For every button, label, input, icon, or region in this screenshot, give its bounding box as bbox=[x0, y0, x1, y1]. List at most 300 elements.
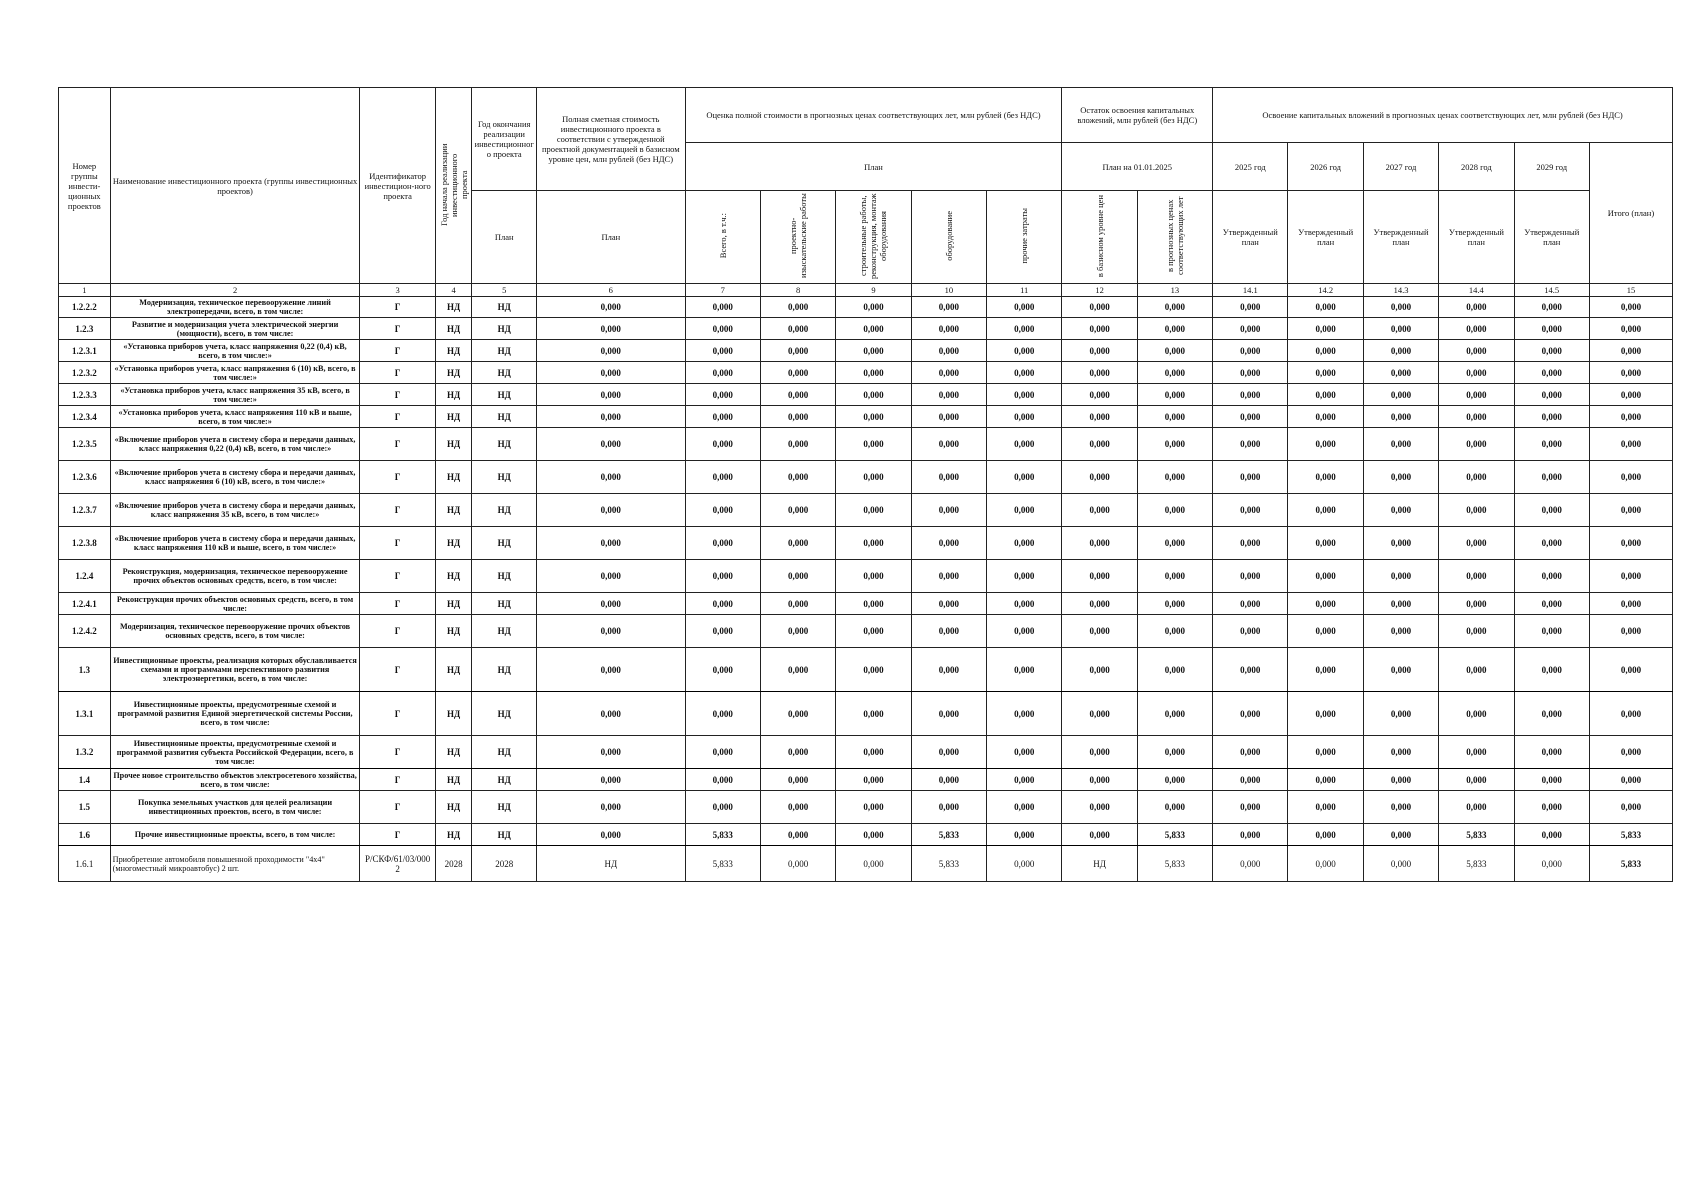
row-end-year: НД bbox=[472, 615, 537, 648]
row-value-cell: 0,000 bbox=[1213, 846, 1288, 882]
row-value-cell: 0,000 bbox=[537, 318, 686, 340]
header-approved-plan-2029: Утвержденный план bbox=[1514, 191, 1589, 284]
row-value-cell: 0,000 bbox=[1514, 648, 1589, 692]
header-approved-plan-2025: Утвержденный план bbox=[1213, 191, 1288, 284]
row-value-cell: 0,000 bbox=[1363, 340, 1438, 362]
row-value-cell: 0,000 bbox=[760, 406, 835, 428]
row-value-cell: 0,000 bbox=[1363, 846, 1438, 882]
row-value-cell: 0,000 bbox=[1213, 692, 1288, 736]
row-value-cell: 0,000 bbox=[911, 593, 986, 615]
table-row bbox=[59, 791, 1673, 824]
row-project-id: Г bbox=[360, 769, 435, 791]
column-number: 1 bbox=[59, 284, 111, 297]
row-value-cell: 0,000 bbox=[1439, 297, 1514, 318]
row-value-cell: 0,000 bbox=[1514, 384, 1589, 406]
row-project-id: Г bbox=[360, 362, 435, 384]
row-value-cell: 0,000 bbox=[987, 615, 1062, 648]
row-value-cell: 0,000 bbox=[685, 769, 760, 791]
row-value-cell: 0,000 bbox=[1589, 791, 1672, 824]
row-value-cell: 0,000 bbox=[685, 340, 760, 362]
row-value-cell: 0,000 bbox=[911, 406, 986, 428]
row-value-cell: НД bbox=[1062, 846, 1137, 882]
row-value-cell: 0,000 bbox=[1514, 692, 1589, 736]
table-row bbox=[59, 824, 1673, 846]
row-value-cell: 0,000 bbox=[1589, 362, 1672, 384]
row-value-cell: 5,833 bbox=[685, 846, 760, 882]
row-value-cell: 0,000 bbox=[1514, 527, 1589, 560]
header-project-name: Наименование инвестиционного проекта (группы инвестиционных проектов) bbox=[110, 88, 360, 284]
row-value-cell: 0,000 bbox=[1514, 318, 1589, 340]
row-project-id: Р/СКФ/61/03/000 2 bbox=[360, 846, 435, 882]
row-value-cell: 0,000 bbox=[1062, 593, 1137, 615]
row-project-name: Приобретение автомобиля повышенной проходимости "4х4" (многоместный микроавтобус) 2 шт. bbox=[110, 846, 360, 882]
row-value-cell: 0,000 bbox=[987, 494, 1062, 527]
row-value-cell: 0,000 bbox=[1439, 362, 1514, 384]
row-value-cell: 5,833 bbox=[1589, 846, 1672, 882]
row-value-cell: 0,000 bbox=[987, 736, 1062, 769]
row-value-cell: 0,000 bbox=[1363, 362, 1438, 384]
row-value-cell: 0,000 bbox=[1363, 297, 1438, 318]
row-value-cell: 0,000 bbox=[836, 461, 911, 494]
header-equipment: оборудование bbox=[911, 191, 986, 284]
row-value-cell: 0,000 bbox=[1439, 494, 1514, 527]
table-row bbox=[59, 692, 1673, 736]
row-value-cell: 0,000 bbox=[1288, 340, 1363, 362]
row-value-cell: 0,000 bbox=[760, 527, 835, 560]
row-value-cell: 0,000 bbox=[1062, 406, 1137, 428]
row-project-id: Г bbox=[360, 736, 435, 769]
row-number: 1.3.2 bbox=[59, 736, 111, 769]
row-value-cell: 0,000 bbox=[1213, 769, 1288, 791]
row-end-year: НД bbox=[472, 461, 537, 494]
row-value-cell: 0,000 bbox=[1062, 824, 1137, 846]
row-value-cell: 0,000 bbox=[1062, 428, 1137, 461]
row-project-name: «Установка приборов учета, класс напряжения 35 кВ, всего, в том числе:» bbox=[110, 384, 360, 406]
row-start-year: НД bbox=[435, 340, 472, 362]
row-value-cell: 0,000 bbox=[685, 406, 760, 428]
row-value-cell: 0,000 bbox=[537, 560, 686, 593]
row-value-cell: 0,000 bbox=[836, 791, 911, 824]
row-value-cell: 0,000 bbox=[1363, 593, 1438, 615]
row-value-cell: 0,000 bbox=[1363, 769, 1438, 791]
row-value-cell: 0,000 bbox=[987, 769, 1062, 791]
row-start-year: 2028 bbox=[435, 846, 472, 882]
row-value-cell: 0,000 bbox=[537, 340, 686, 362]
row-value-cell: 0,000 bbox=[987, 824, 1062, 846]
row-value-cell: 0,000 bbox=[911, 769, 986, 791]
row-start-year: НД bbox=[435, 297, 472, 318]
row-value-cell: 0,000 bbox=[836, 824, 911, 846]
header-forecast-prices: в прогнозных ценах соответствующих лет bbox=[1137, 191, 1212, 284]
row-value-cell: 0,000 bbox=[836, 560, 911, 593]
row-value-cell: 0,000 bbox=[1062, 736, 1137, 769]
row-value-cell: 0,000 bbox=[537, 461, 686, 494]
header-year-2027: 2027 год bbox=[1363, 143, 1438, 191]
row-project-id: Г bbox=[360, 461, 435, 494]
row-value-cell: 0,000 bbox=[1288, 297, 1363, 318]
row-value-cell: 0,000 bbox=[537, 769, 686, 791]
row-value-cell: 0,000 bbox=[760, 846, 835, 882]
row-value-cell: 0,000 bbox=[1213, 318, 1288, 340]
row-project-id: Г bbox=[360, 648, 435, 692]
row-start-year: НД bbox=[435, 527, 472, 560]
row-project-name: «Включение приборов учета в систему сбора и передачи данных, класс напряжения 110 кВ и выше, всего, в том числе:» bbox=[110, 527, 360, 560]
row-value-cell: 0,000 bbox=[1439, 593, 1514, 615]
row-value-cell: 0,000 bbox=[685, 494, 760, 527]
row-project-name: Инвестиционные проекты, предусмотренные схемой и программой развития Единой энергетической системы России, всего, в том числе: bbox=[110, 692, 360, 736]
row-number: 1.2.3.1 bbox=[59, 340, 111, 362]
table-row bbox=[59, 461, 1673, 494]
row-value-cell: 0,000 bbox=[1363, 692, 1438, 736]
row-value-cell: 0,000 bbox=[836, 384, 911, 406]
row-value-cell: 0,000 bbox=[1062, 362, 1137, 384]
row-value-cell: 0,000 bbox=[1589, 692, 1672, 736]
row-value-cell: 0,000 bbox=[537, 384, 686, 406]
row-end-year: 2028 bbox=[472, 846, 537, 882]
row-value-cell: 0,000 bbox=[1288, 384, 1363, 406]
row-value-cell: 0,000 bbox=[760, 736, 835, 769]
row-value-cell: 5,833 bbox=[911, 846, 986, 882]
row-project-id: Г bbox=[360, 494, 435, 527]
header-total-incl: Всего, в т.ч.: bbox=[685, 191, 760, 284]
row-start-year: НД bbox=[435, 461, 472, 494]
row-value-cell: 0,000 bbox=[1213, 736, 1288, 769]
row-value-cell: 0,000 bbox=[911, 494, 986, 527]
row-value-cell: 0,000 bbox=[1439, 615, 1514, 648]
column-number: 2 bbox=[110, 284, 360, 297]
row-value-cell: 0,000 bbox=[1062, 318, 1137, 340]
row-value-cell: 0,000 bbox=[1137, 648, 1212, 692]
row-value-cell: 0,000 bbox=[1288, 527, 1363, 560]
row-number: 1.2.4.1 bbox=[59, 593, 111, 615]
header-approved-plan-2026: Утвержденный план bbox=[1288, 191, 1363, 284]
row-value-cell: 0,000 bbox=[760, 560, 835, 593]
row-start-year: НД bbox=[435, 494, 472, 527]
row-value-cell: 0,000 bbox=[537, 824, 686, 846]
header-other-costs: прочие затраты bbox=[987, 191, 1062, 284]
row-value-cell: 0,000 bbox=[1439, 384, 1514, 406]
row-project-name: Инвестиционные проекты, предусмотренные схемой и программой развития субъекта Российской Федерации, всего, в том числе: bbox=[110, 736, 360, 769]
row-value-cell: 0,000 bbox=[836, 615, 911, 648]
row-value-cell: 5,833 bbox=[1439, 846, 1514, 882]
row-value-cell: 0,000 bbox=[685, 560, 760, 593]
table-row bbox=[59, 846, 1673, 882]
row-value-cell: 0,000 bbox=[836, 406, 911, 428]
header-total-plan: Итого (план) bbox=[1589, 143, 1672, 284]
column-number: 14.5 bbox=[1514, 284, 1589, 297]
row-project-name: Покупка земельных участков для целей реализации инвестиционных проектов, всего, в том числе: bbox=[110, 791, 360, 824]
table-row bbox=[59, 428, 1673, 461]
row-value-cell: 0,000 bbox=[1288, 461, 1363, 494]
row-value-cell: 0,000 bbox=[1137, 560, 1212, 593]
row-value-cell: 0,000 bbox=[1514, 461, 1589, 494]
row-value-cell: 0,000 bbox=[987, 593, 1062, 615]
row-end-year: НД bbox=[472, 736, 537, 769]
row-project-name: Реконструкция прочих объектов основных средств, всего, в том числе: bbox=[110, 593, 360, 615]
row-end-year: НД bbox=[472, 318, 537, 340]
header-end-plan: План bbox=[472, 191, 537, 284]
row-value-cell: 0,000 bbox=[836, 692, 911, 736]
row-value-cell: 0,000 bbox=[987, 846, 1062, 882]
row-value-cell: 0,000 bbox=[911, 297, 986, 318]
row-value-cell: 0,000 bbox=[1062, 648, 1137, 692]
row-value-cell: 0,000 bbox=[1062, 527, 1137, 560]
row-start-year: НД bbox=[435, 560, 472, 593]
row-value-cell: 0,000 bbox=[987, 406, 1062, 428]
row-start-year: НД bbox=[435, 648, 472, 692]
row-value-cell: 0,000 bbox=[1062, 384, 1137, 406]
row-value-cell: 0,000 bbox=[1137, 362, 1212, 384]
header-approved-plan-2028: Утвержденный план bbox=[1439, 191, 1514, 284]
row-value-cell: 0,000 bbox=[685, 384, 760, 406]
row-value-cell: 0,000 bbox=[760, 593, 835, 615]
row-number: 1.2.3.8 bbox=[59, 527, 111, 560]
header-approved-plan-2027: Утвержденный план bbox=[1363, 191, 1438, 284]
row-project-name: «Установка приборов учета, класс напряжения 110 кВ и выше, всего, в том числе:» bbox=[110, 406, 360, 428]
row-project-id: Г bbox=[360, 297, 435, 318]
row-value-cell: 0,000 bbox=[1213, 340, 1288, 362]
header-project-id: Идентификатор инвестицион-ного проекта bbox=[360, 88, 435, 284]
row-value-cell: 5,833 bbox=[1589, 824, 1672, 846]
row-value-cell: 0,000 bbox=[1589, 461, 1672, 494]
column-number: 14.2 bbox=[1288, 284, 1363, 297]
row-value-cell: 0,000 bbox=[1213, 406, 1288, 428]
row-value-cell: 0,000 bbox=[760, 297, 835, 318]
row-value-cell: 0,000 bbox=[1137, 527, 1212, 560]
row-value-cell: 0,000 bbox=[1363, 406, 1438, 428]
row-value-cell: 0,000 bbox=[1288, 615, 1363, 648]
row-value-cell: 0,000 bbox=[1439, 560, 1514, 593]
row-end-year: НД bbox=[472, 692, 537, 736]
row-value-cell: 0,000 bbox=[1363, 791, 1438, 824]
row-value-cell: 5,833 bbox=[911, 824, 986, 846]
row-end-year: НД bbox=[472, 791, 537, 824]
row-value-cell: 0,000 bbox=[911, 736, 986, 769]
row-value-cell: 0,000 bbox=[760, 318, 835, 340]
row-value-cell: 0,000 bbox=[760, 615, 835, 648]
investment-table bbox=[58, 87, 1673, 882]
header-design-works: проектно-изыскательские работы bbox=[760, 191, 835, 284]
row-value-cell: 0,000 bbox=[1514, 791, 1589, 824]
row-value-cell: 0,000 bbox=[1137, 692, 1212, 736]
row-value-cell: 0,000 bbox=[1288, 318, 1363, 340]
row-value-cell: 0,000 bbox=[1213, 461, 1288, 494]
header-year-2028: 2028 год bbox=[1439, 143, 1514, 191]
row-value-cell: 0,000 bbox=[1288, 692, 1363, 736]
row-value-cell: 0,000 bbox=[1589, 428, 1672, 461]
row-project-id: Г bbox=[360, 340, 435, 362]
row-value-cell: 0,000 bbox=[760, 362, 835, 384]
row-start-year: НД bbox=[435, 791, 472, 824]
row-value-cell: 0,000 bbox=[987, 318, 1062, 340]
row-value-cell: 0,000 bbox=[1514, 362, 1589, 384]
row-value-cell: 0,000 bbox=[836, 846, 911, 882]
row-value-cell: 0,000 bbox=[836, 769, 911, 791]
table-row bbox=[59, 769, 1673, 791]
row-value-cell: 0,000 bbox=[911, 384, 986, 406]
row-value-cell: 0,000 bbox=[1062, 692, 1137, 736]
row-value-cell: 0,000 bbox=[1137, 494, 1212, 527]
row-value-cell: 0,000 bbox=[987, 428, 1062, 461]
table-row bbox=[59, 340, 1673, 362]
row-value-cell: 0,000 bbox=[1363, 736, 1438, 769]
row-end-year: НД bbox=[472, 406, 537, 428]
row-project-name: Развитие и модернизация учета электрической энергии (мощности), всего, в том числе: bbox=[110, 318, 360, 340]
row-value-cell: 0,000 bbox=[836, 527, 911, 560]
column-number: 14.4 bbox=[1439, 284, 1514, 297]
row-value-cell: 0,000 bbox=[987, 692, 1062, 736]
row-value-cell: 0,000 bbox=[537, 428, 686, 461]
table-row bbox=[59, 406, 1673, 428]
row-value-cell: 0,000 bbox=[1514, 340, 1589, 362]
row-value-cell: 0,000 bbox=[911, 340, 986, 362]
row-start-year: НД bbox=[435, 824, 472, 846]
row-number: 1.2.2.2 bbox=[59, 297, 111, 318]
row-value-cell: 0,000 bbox=[760, 769, 835, 791]
row-value-cell: 0,000 bbox=[1213, 362, 1288, 384]
row-value-cell: 0,000 bbox=[987, 461, 1062, 494]
column-number: 15 bbox=[1589, 284, 1672, 297]
row-value-cell: 0,000 bbox=[1363, 494, 1438, 527]
row-end-year: НД bbox=[472, 362, 537, 384]
row-value-cell: 0,000 bbox=[1137, 461, 1212, 494]
column-number: 6 bbox=[537, 284, 686, 297]
row-value-cell: 0,000 bbox=[1589, 406, 1672, 428]
row-value-cell: 0,000 bbox=[1137, 384, 1212, 406]
row-value-cell: 0,000 bbox=[1062, 769, 1137, 791]
row-value-cell: 0,000 bbox=[1288, 791, 1363, 824]
row-project-id: Г bbox=[360, 593, 435, 615]
row-value-cell: 0,000 bbox=[911, 560, 986, 593]
row-start-year: НД bbox=[435, 736, 472, 769]
row-value-cell: 0,000 bbox=[760, 428, 835, 461]
row-value-cell: 0,000 bbox=[987, 527, 1062, 560]
row-value-cell: 0,000 bbox=[1213, 560, 1288, 593]
row-value-cell: 0,000 bbox=[1137, 318, 1212, 340]
row-value-cell: 0,000 bbox=[537, 297, 686, 318]
row-value-cell: 0,000 bbox=[1062, 340, 1137, 362]
row-value-cell: 0,000 bbox=[1288, 648, 1363, 692]
row-value-cell: 0,000 bbox=[760, 494, 835, 527]
row-value-cell: 0,000 bbox=[1137, 615, 1212, 648]
header-construction-works: строительные работы, реконструкция, монтаж оборудования bbox=[836, 191, 911, 284]
column-number: 12 bbox=[1062, 284, 1137, 297]
row-number: 1.5 bbox=[59, 791, 111, 824]
row-value-cell: 0,000 bbox=[836, 648, 911, 692]
row-value-cell: 0,000 bbox=[537, 362, 686, 384]
row-value-cell: 0,000 bbox=[1213, 824, 1288, 846]
row-value-cell: 0,000 bbox=[537, 648, 686, 692]
row-value-cell: 0,000 bbox=[1589, 527, 1672, 560]
row-value-cell: 0,000 bbox=[1062, 297, 1137, 318]
row-value-cell: 0,000 bbox=[1439, 769, 1514, 791]
row-end-year: НД bbox=[472, 494, 537, 527]
row-value-cell: 0,000 bbox=[1439, 791, 1514, 824]
row-end-year: НД bbox=[472, 648, 537, 692]
header-year-2026: 2026 год bbox=[1288, 143, 1363, 191]
row-value-cell: 0,000 bbox=[1439, 428, 1514, 461]
row-project-id: Г bbox=[360, 791, 435, 824]
row-value-cell: 0,000 bbox=[1514, 428, 1589, 461]
row-value-cell: 0,000 bbox=[987, 297, 1062, 318]
table-row bbox=[59, 494, 1673, 527]
row-project-name: Модернизация, техническое перевооружение прочих объектов основных средств, всего, в том числе: bbox=[110, 615, 360, 648]
row-number: 1.3.1 bbox=[59, 692, 111, 736]
row-start-year: НД bbox=[435, 428, 472, 461]
row-value-cell: 0,000 bbox=[987, 384, 1062, 406]
row-value-cell: 0,000 bbox=[1213, 494, 1288, 527]
header-start-year: Год начала реализации инвестиционного проекта bbox=[435, 88, 472, 284]
row-value-cell: 0,000 bbox=[1213, 593, 1288, 615]
row-value-cell: 0,000 bbox=[537, 527, 686, 560]
column-number: 4 bbox=[435, 284, 472, 297]
row-value-cell: 0,000 bbox=[987, 648, 1062, 692]
row-value-cell: 0,000 bbox=[1213, 428, 1288, 461]
row-value-cell: 5,833 bbox=[1137, 846, 1212, 882]
row-number: 1.2.3.7 bbox=[59, 494, 111, 527]
row-project-id: Г bbox=[360, 560, 435, 593]
column-number: 7 bbox=[685, 284, 760, 297]
row-value-cell: 0,000 bbox=[1137, 297, 1212, 318]
row-end-year: НД bbox=[472, 297, 537, 318]
row-value-cell: 0,000 bbox=[1439, 461, 1514, 494]
row-value-cell: 0,000 bbox=[760, 461, 835, 494]
row-value-cell: 0,000 bbox=[836, 340, 911, 362]
row-value-cell: 0,000 bbox=[1062, 494, 1137, 527]
column-number: 13 bbox=[1137, 284, 1212, 297]
row-end-year: НД bbox=[472, 560, 537, 593]
row-value-cell: 0,000 bbox=[836, 593, 911, 615]
column-number: 14.3 bbox=[1363, 284, 1438, 297]
row-value-cell: 0,000 bbox=[911, 615, 986, 648]
row-value-cell: 0,000 bbox=[836, 362, 911, 384]
row-value-cell: 0,000 bbox=[1589, 494, 1672, 527]
row-number: 1.6.1 bbox=[59, 846, 111, 882]
header-end-year: Год окончания реализации инвестиционного проекта bbox=[472, 88, 537, 191]
row-value-cell: 0,000 bbox=[1288, 428, 1363, 461]
row-value-cell: 0,000 bbox=[1288, 560, 1363, 593]
row-value-cell: 0,000 bbox=[911, 527, 986, 560]
row-value-cell: 0,000 bbox=[1363, 527, 1438, 560]
row-project-name: Модернизация, техническое перевооружение линий электропередачи, всего, в том числе: bbox=[110, 297, 360, 318]
row-value-cell: 0,000 bbox=[1137, 791, 1212, 824]
row-project-name: «Включение приборов учета в систему сбора и передачи данных, класс напряжения 0,22 (0,4) кВ, всего, в том числе:» bbox=[110, 428, 360, 461]
row-value-cell: 0,000 bbox=[760, 791, 835, 824]
row-value-cell: 0,000 bbox=[1589, 736, 1672, 769]
row-value-cell: 0,000 bbox=[1137, 769, 1212, 791]
row-value-cell: 0,000 bbox=[760, 692, 835, 736]
row-value-cell: 0,000 bbox=[987, 791, 1062, 824]
row-value-cell: 0,000 bbox=[1514, 297, 1589, 318]
row-value-cell: 0,000 bbox=[1213, 615, 1288, 648]
row-value-cell: 0,000 bbox=[1589, 297, 1672, 318]
row-value-cell: 0,000 bbox=[1514, 846, 1589, 882]
column-number: 11 bbox=[987, 284, 1062, 297]
header-year-2029: 2029 год bbox=[1514, 143, 1589, 191]
row-value-cell: 0,000 bbox=[685, 318, 760, 340]
header-basis-prices: в базисном уровне цен bbox=[1062, 191, 1137, 284]
row-value-cell: 0,000 bbox=[685, 428, 760, 461]
row-value-cell: 0,000 bbox=[1288, 494, 1363, 527]
row-value-cell: 0,000 bbox=[1137, 406, 1212, 428]
row-value-cell: 0,000 bbox=[1589, 769, 1672, 791]
row-value-cell: 0,000 bbox=[1363, 461, 1438, 494]
row-value-cell: 0,000 bbox=[1363, 648, 1438, 692]
row-number: 1.4 bbox=[59, 769, 111, 791]
row-number: 1.3 bbox=[59, 648, 111, 692]
row-value-cell: 0,000 bbox=[1439, 406, 1514, 428]
row-start-year: НД bbox=[435, 615, 472, 648]
